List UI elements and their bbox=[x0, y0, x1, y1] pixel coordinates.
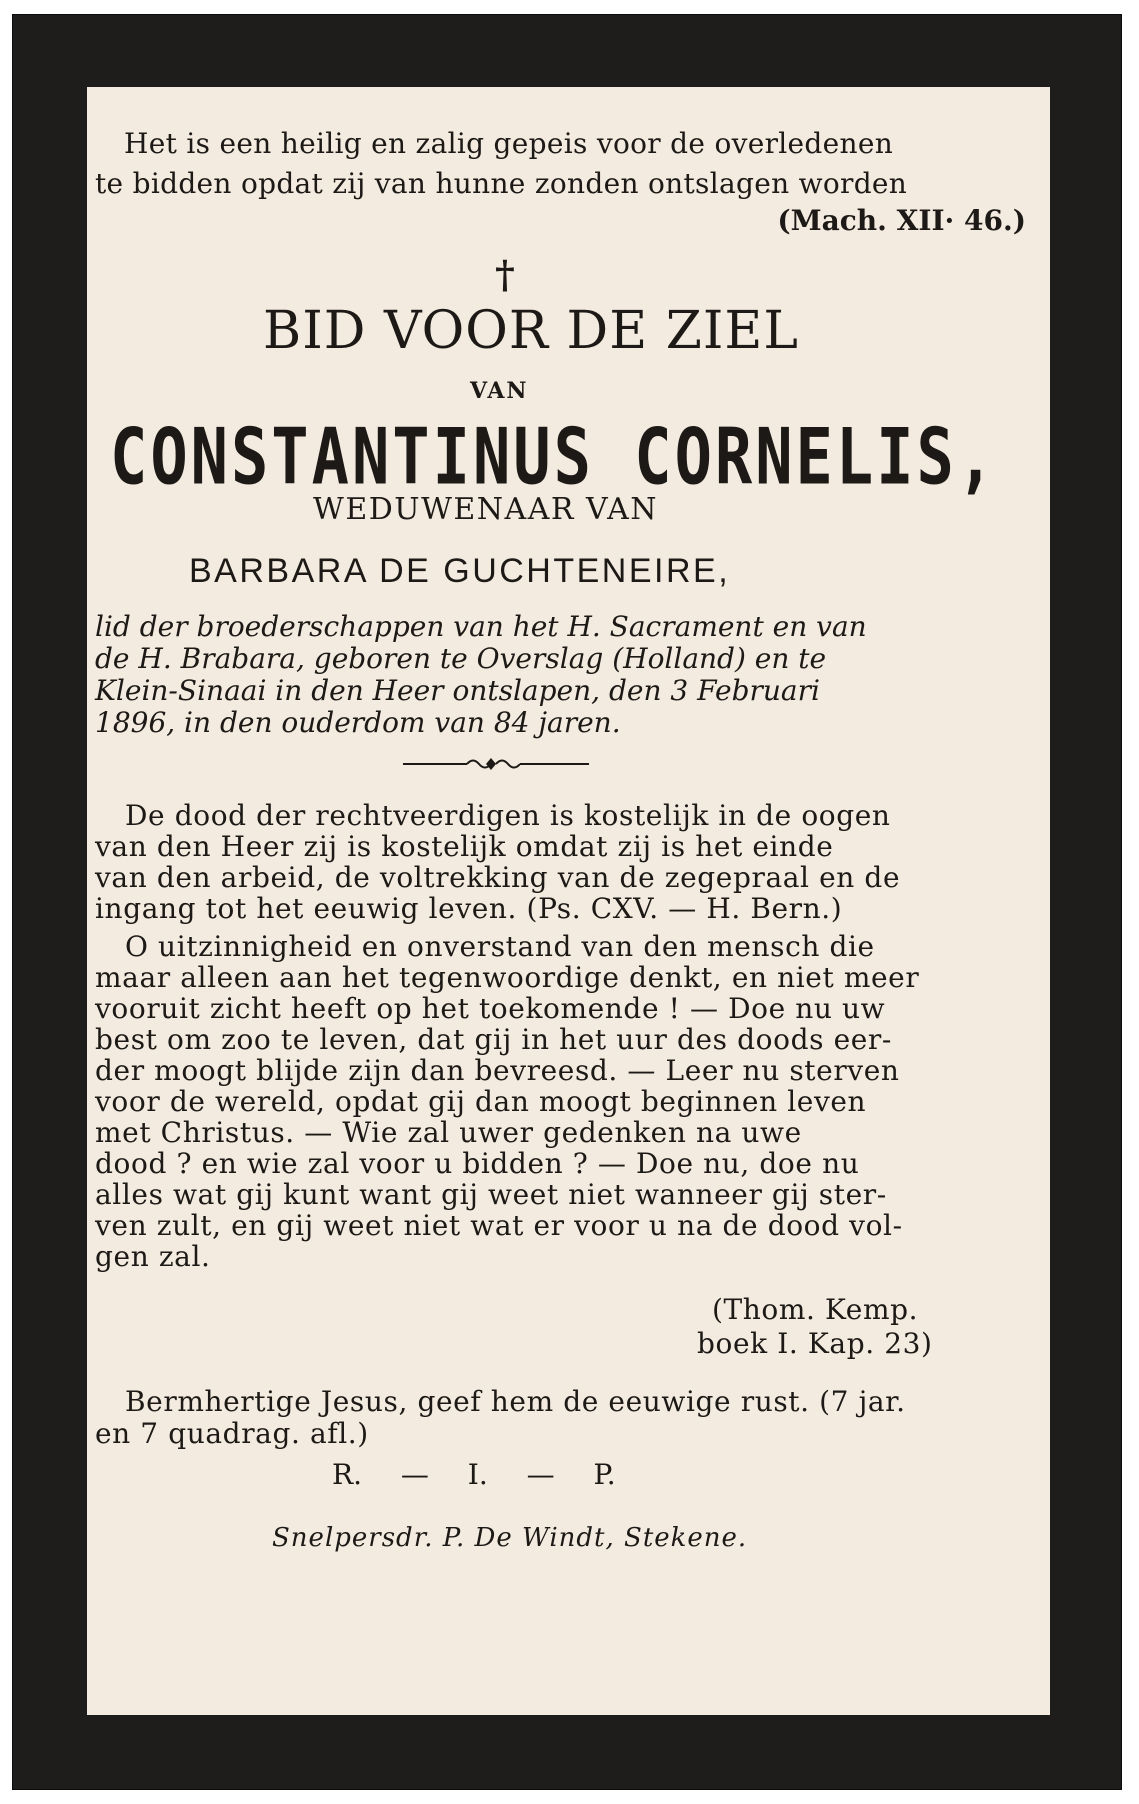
paragraph2-line-9: alles wat gij kunt want gij weet niet wanneer gij ster- bbox=[95, 1178, 887, 1211]
widower-label: WEDUWENAAR VAN bbox=[313, 492, 659, 527]
paragraph2-line-6: voor de wereld, opdat gij dan moogt beginnen leven bbox=[95, 1085, 867, 1118]
heading: BID VOOR DE ZIEL bbox=[263, 301, 799, 361]
source-citation-line-1: (Thom. Kemp. bbox=[712, 1293, 919, 1326]
paragraph2-line-3: vooruit zicht heeft op het toekomende ! — Doe nu uw bbox=[95, 992, 886, 1025]
paragraph2-line-1: O uitzinnigheid en onverstand van den mensch die bbox=[125, 930, 875, 963]
source-citation-line-2: boek I. Kap. 23) bbox=[697, 1327, 933, 1360]
paragraph2-line-4: best om zoo te leven, dat gij in het uur des doods eer- bbox=[95, 1023, 892, 1056]
paragraph1-line-1: De dood der rechtveerdigen is kostelijk in de oogen bbox=[125, 799, 891, 832]
epigraph-line-1: Het is een heilig en zalig gepeis voor de overledenen bbox=[124, 127, 894, 160]
epigraph-line-2: te bidden opdat zij van hunne zonden ontslagen worden bbox=[95, 167, 908, 200]
spouse-name: BARBARA DE GUCHTENEIRE, bbox=[189, 552, 731, 590]
paragraph2-line-8: dood ? en wie zal voor u bidden ? — Doe nu, doe nu bbox=[95, 1147, 860, 1180]
epigraph-reference: (Mach. XII· 46.) bbox=[777, 204, 1026, 237]
paragraph1-line-4: ingang tot het eeuwig leven. (Ps. CXV. — H. Bern.) bbox=[95, 892, 843, 925]
rip-initials: R. — I. — P. bbox=[332, 1458, 616, 1491]
paragraph2-line-10: ven zult, en gij weet niet wat er voor u na de dood vol- bbox=[95, 1209, 903, 1242]
prayer-line-2: en 7 quadrag. afl.) bbox=[95, 1417, 369, 1450]
mourning-card-border bbox=[12, 14, 1122, 1790]
paragraph2-line-2: maar alleen aan het tegenwoordige denkt, en niet meer bbox=[95, 961, 920, 994]
biography-line-4: 1896, in den ouderdom van 84 jaren. bbox=[95, 706, 621, 739]
cross-icon: † bbox=[495, 252, 515, 297]
paragraph2-line-5: der moogt blijde zijn dan bevreesd. — Leer nu sterven bbox=[95, 1054, 900, 1087]
van-label: VAN bbox=[470, 378, 529, 404]
biography-line-2: de H. Brabara, geboren te Overslag (Holland) en te bbox=[95, 642, 827, 675]
printer-imprint: Snelpersdr. P. De Windt, Stekene. bbox=[272, 1523, 748, 1553]
card-paper bbox=[87, 87, 1050, 1715]
paragraph1-line-2: van den Heer zij is kostelijk omdat zij is het einde bbox=[95, 830, 834, 863]
paragraph2-line-7: met Christus. — Wie zal uwer gedenken na uwe bbox=[95, 1116, 802, 1149]
biography-line-1: lid der broederschappen van het H. Sacrament en van bbox=[95, 610, 867, 643]
paragraph2-line-11: gen zal. bbox=[95, 1240, 211, 1273]
prayer-line-1: Bermhertige Jesus, geef hem de eeuwige rust. (7 jar. bbox=[125, 1385, 906, 1418]
divider-ornament-icon bbox=[401, 755, 591, 773]
paragraph1-line-3: van den arbeid, de voltrekking van de zegepraal en de bbox=[95, 861, 901, 894]
deceased-name: CONSTANTINUS CORNELIS, bbox=[110, 411, 998, 503]
biography-line-3: Klein-Sinaai in den Heer ontslapen, den 3 Februari bbox=[95, 674, 820, 707]
